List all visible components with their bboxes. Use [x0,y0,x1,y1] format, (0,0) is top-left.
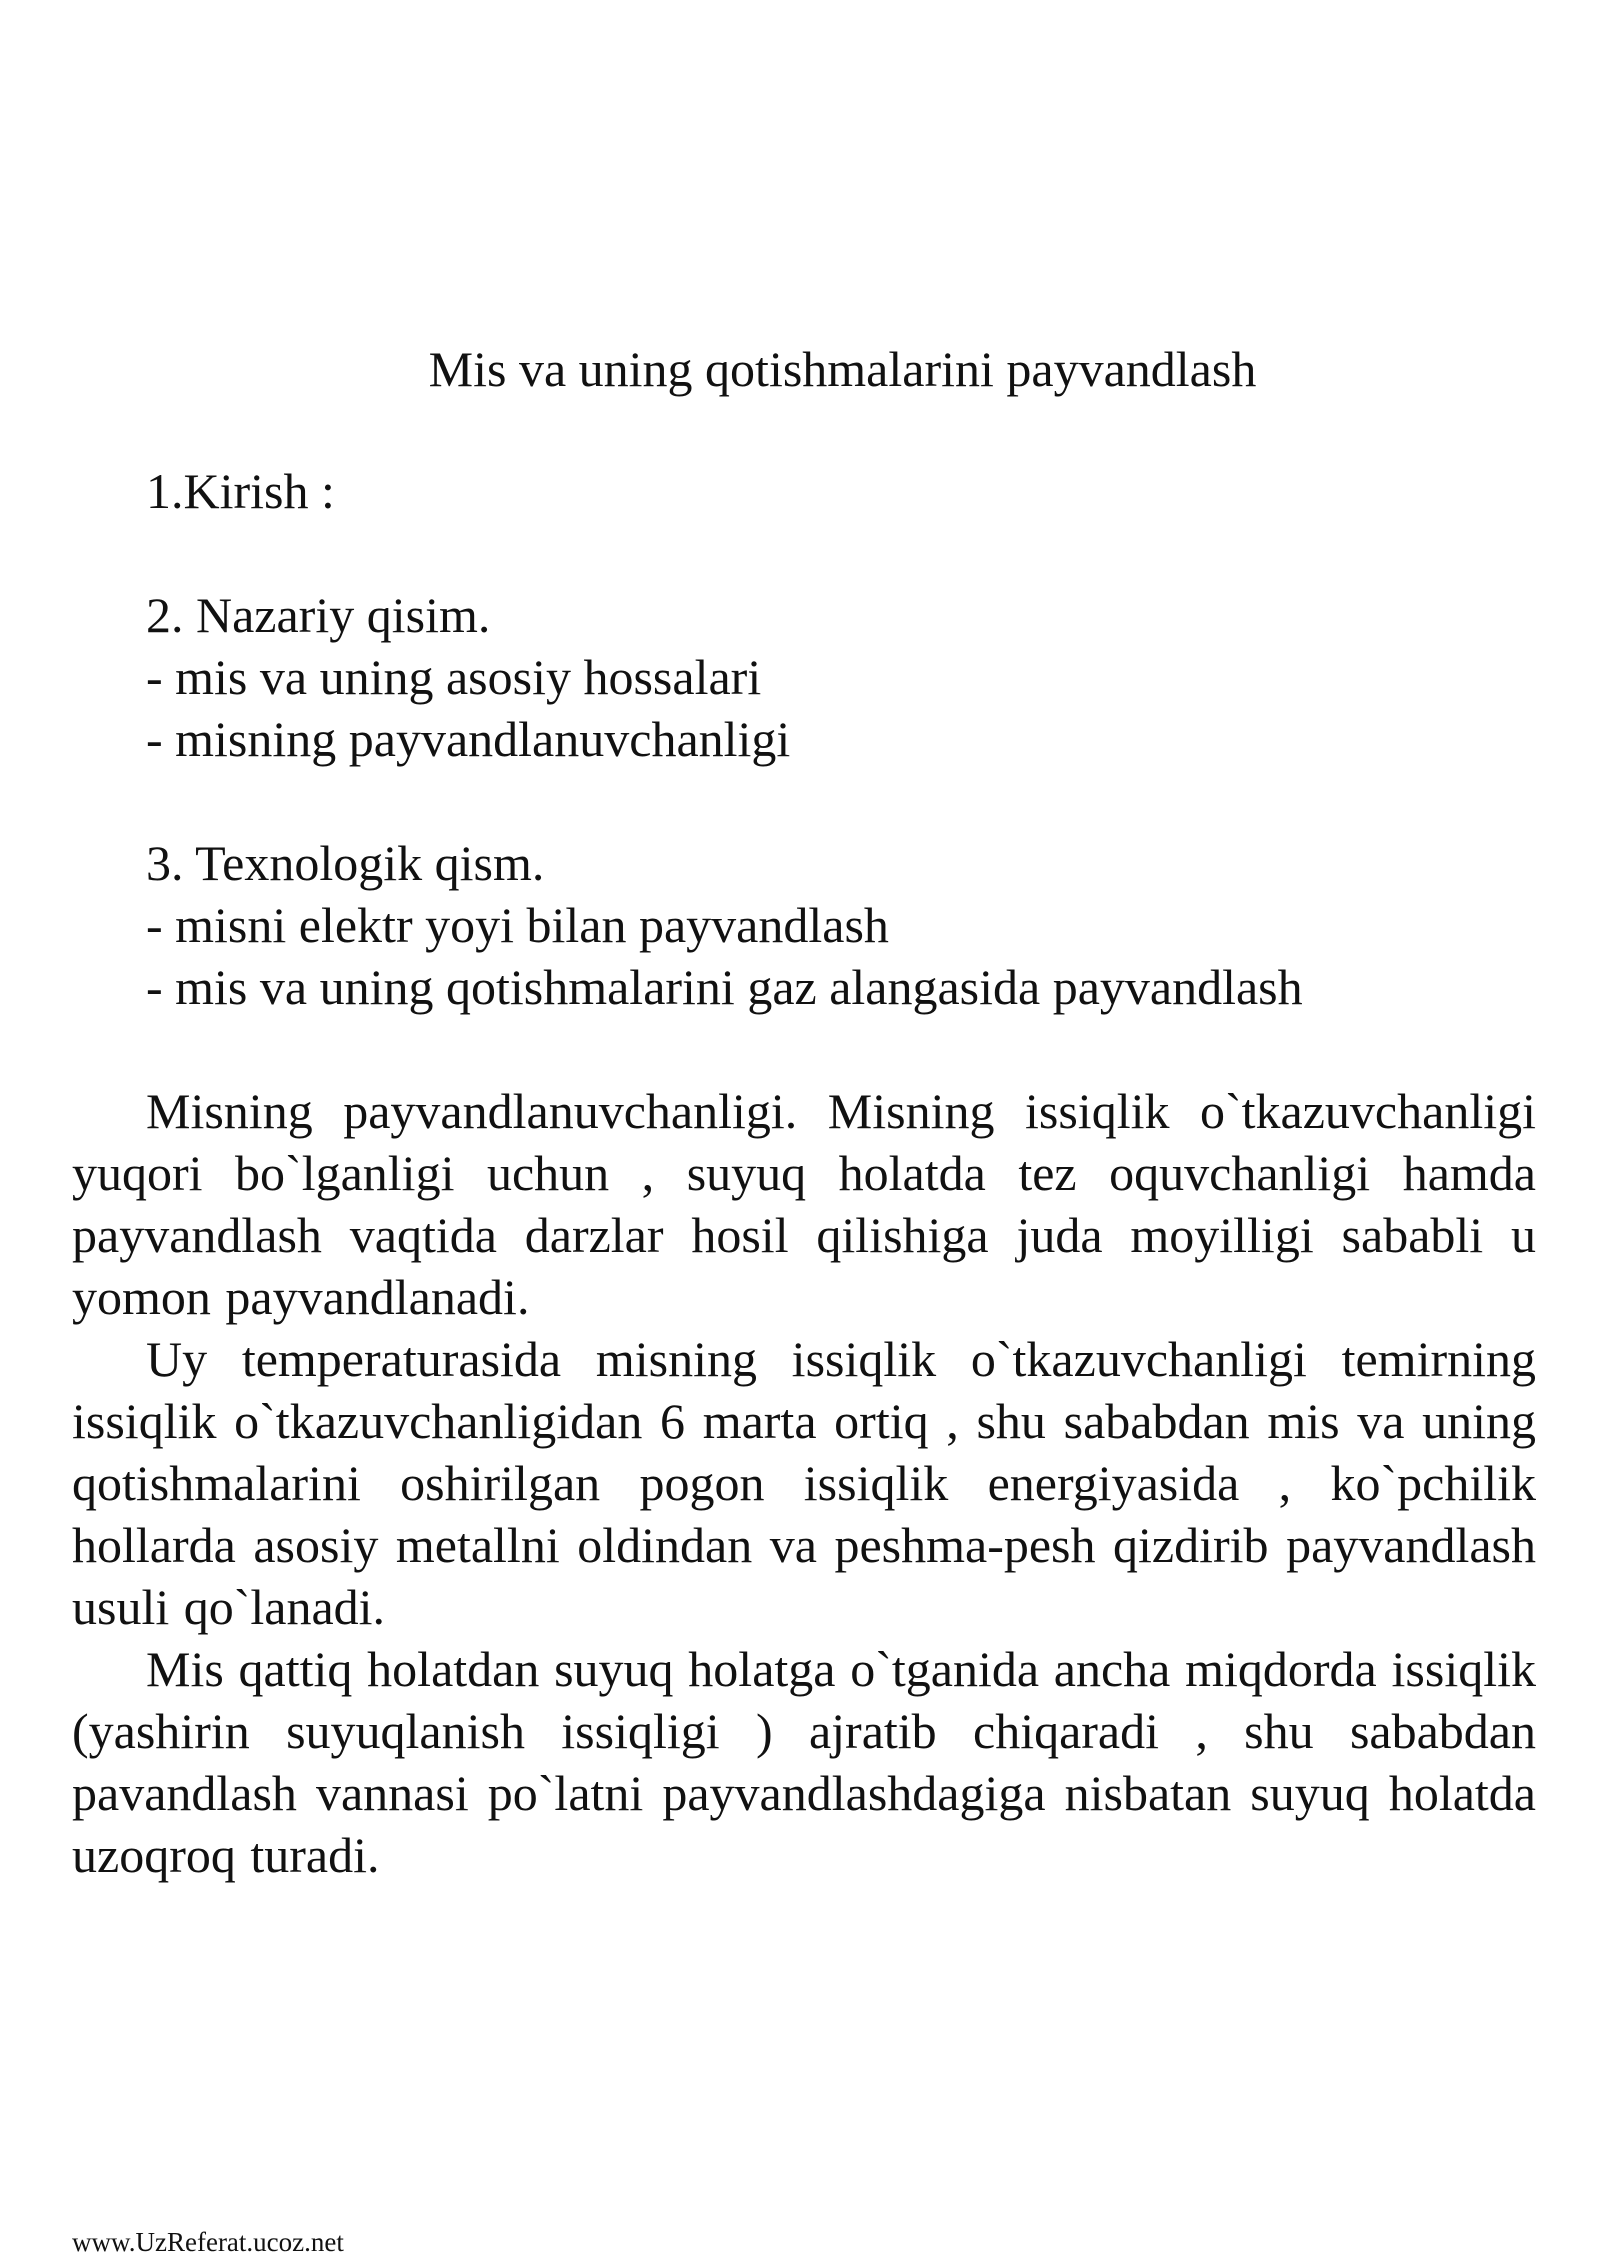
outline-item: - misni elektr yoyi bilan payvandlash [146,897,889,953]
body-paragraph: Misning payvandlanuvchanligi. Misning issiqlik o`tkazuvchanligi yuqori bo`lganligi uchun , suyuq holatda tez oquvchanligi hamda payvandlash vaqtida darzlar hosil qilishiga juda moyilligi sababli u yomon payvandlanadi. [72,1083,1536,1325]
outline-heading-intro: 1.Kirish : [146,463,335,519]
table-of-contents [146,460,1546,1080]
outline-heading-theory: 2. Nazariy qisim. [146,587,491,643]
body-paragraph: Mis qattiq holatdan suyuq holatga o`tganida ancha miqdorda issiqlik (yashirin suyuqlanish issiqligi ) ajratib chiqaradi , shu sababdan pavandlash vannasi po`latni payvandlashdagiga nisbatan suyuq holatda uzoqroq turadi. [72,1641,1536,1883]
outline-section-intro [146,460,1546,522]
outline-heading-technology: 3. Texnologik qism. [146,835,545,891]
body-text [72,1080,1536,1886]
outline-item: - mis va uning qotishmalarini gaz alangasida payvandlash [146,959,1303,1015]
outline-item: - misning payvandlanuvchanligi [146,711,791,767]
outline-section-technology [146,832,1546,1018]
body-paragraph: Uy temperaturasida misning issiqlik o`tkazuvchanligi temirning issiqlik o`tkazuvchanligidan 6 marta ortiq , shu sababdan mis va uning qotishmalarini oshirilgan pogon issiqlik energiyasida , ko`pchilik hollarda asosiy metallni oldindan va peshma-pesh qizdirib payvandlash usuli qo`lanadi. [72,1331,1536,1635]
footer-website: www.UzReferat.ucoz.net [72,2227,344,2257]
outline-section-theory [146,584,1546,770]
document-title: Mis va uning qotishmalarini payvandlash [428,341,1257,397]
outline-item: - mis va uning asosiy hossalari [146,649,762,705]
